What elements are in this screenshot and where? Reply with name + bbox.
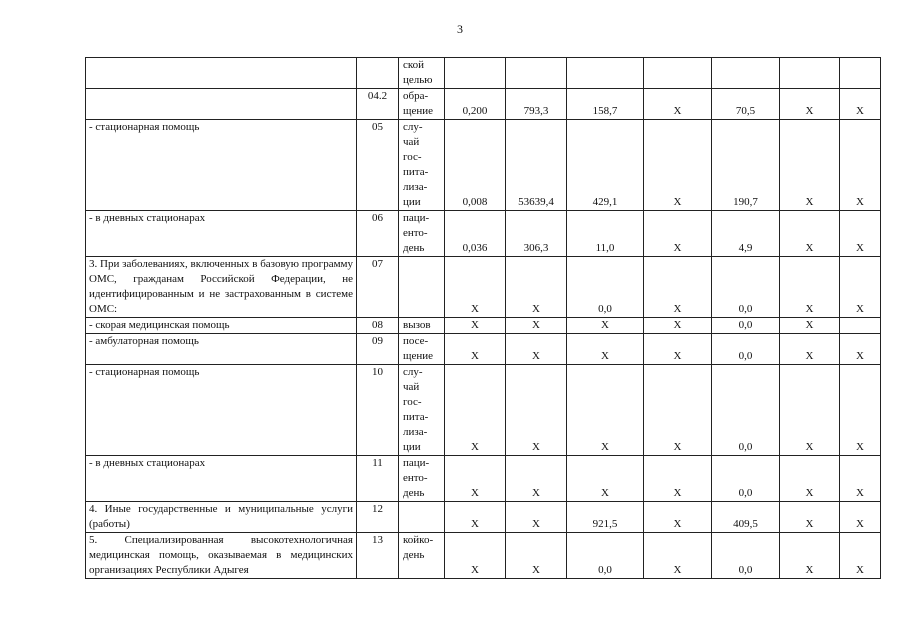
- row-unit: [399, 533, 445, 579]
- row-unit: [399, 334, 445, 365]
- value-cell: 0,200: [445, 89, 506, 120]
- unit-line: день: [403, 487, 425, 499]
- unit-line: енто-: [403, 472, 428, 484]
- unit-line: пита-: [403, 411, 429, 423]
- value-cell: Х: [840, 334, 881, 365]
- row-name-text: - стационарная помощь: [89, 121, 200, 133]
- value-cell: Х: [780, 120, 840, 211]
- value-cell: Х: [644, 318, 712, 334]
- value-cell: Х: [445, 502, 506, 533]
- value-cell: Х: [644, 257, 712, 318]
- value-cell: Х: [644, 365, 712, 456]
- unit-line: посе-: [403, 335, 429, 347]
- row-name-text: - стационарная помощь: [89, 366, 200, 378]
- value-cell: Х: [644, 502, 712, 533]
- row-code: 06: [357, 211, 399, 257]
- value-cell: Х: [840, 89, 881, 120]
- value-cell: 190,7: [712, 120, 780, 211]
- unit-line: ции: [403, 441, 421, 453]
- row-unit: [399, 365, 445, 456]
- row-name: [86, 89, 357, 120]
- unit-line: чай: [403, 136, 420, 148]
- value-cell: Х: [506, 456, 567, 502]
- value-cell: Х: [445, 533, 506, 579]
- unit-line: ции: [403, 196, 421, 208]
- value-cell: 0,0: [712, 533, 780, 579]
- value-cell: Х: [840, 257, 881, 318]
- value-cell: Х: [506, 318, 567, 334]
- table-row: [86, 456, 881, 502]
- table-row: [86, 120, 881, 211]
- value-cell: 0,036: [445, 211, 506, 257]
- value-cell: 4,9: [712, 211, 780, 257]
- table-row: [86, 365, 881, 456]
- row-code: [357, 58, 399, 89]
- unit-line: день: [403, 242, 425, 254]
- row-name: [86, 365, 357, 456]
- unit-line: щение: [403, 105, 434, 117]
- unit-line: целью: [403, 74, 433, 86]
- row-unit: [399, 502, 445, 533]
- value-cell: Х: [445, 456, 506, 502]
- value-cell: Х: [780, 334, 840, 365]
- row-name: [86, 334, 357, 365]
- value-cell: Х: [644, 211, 712, 257]
- table-row: [86, 89, 881, 120]
- unit-line: паци-: [403, 457, 430, 469]
- value-cell: Х: [644, 120, 712, 211]
- value-cell: Х: [506, 257, 567, 318]
- value-cell: 53639,4: [506, 120, 567, 211]
- row-name: [86, 533, 357, 579]
- value-cell: Х: [567, 334, 644, 365]
- row-name: [86, 211, 357, 257]
- unit-line: слу-: [403, 121, 423, 133]
- value-cell: Х: [506, 334, 567, 365]
- value-cell: Х: [445, 318, 506, 334]
- value-cell: [644, 58, 712, 89]
- value-cell: [567, 58, 644, 89]
- value-cell: Х: [445, 334, 506, 365]
- value-cell: 409,5: [712, 502, 780, 533]
- unit-line: слу-: [403, 366, 423, 378]
- value-cell: 11,0: [567, 211, 644, 257]
- value-cell: [506, 58, 567, 89]
- unit-line: гос-: [403, 151, 422, 163]
- value-cell: 0,0: [712, 365, 780, 456]
- value-cell: 793,3: [506, 89, 567, 120]
- value-cell: 306,3: [506, 211, 567, 257]
- value-cell: Х: [644, 89, 712, 120]
- value-cell: Х: [445, 365, 506, 456]
- value-cell: 0,0: [567, 533, 644, 579]
- row-name-text: - амбулаторная помощь: [89, 335, 199, 347]
- unit-line: день: [403, 549, 425, 561]
- value-cell: Х: [780, 365, 840, 456]
- unit-line: чай: [403, 381, 420, 393]
- value-cell: [445, 58, 506, 89]
- unit-line: гос-: [403, 396, 422, 408]
- value-cell: Х: [644, 456, 712, 502]
- row-code: 12: [357, 502, 399, 533]
- row-unit: [399, 211, 445, 257]
- unit-line: вызов: [403, 319, 431, 331]
- unit-line: койко-: [403, 534, 434, 546]
- row-code: 04.2: [357, 89, 399, 120]
- services-table: [85, 57, 881, 579]
- value-cell: [840, 58, 881, 89]
- table-row: [86, 257, 881, 318]
- value-cell: Х: [780, 502, 840, 533]
- row-unit: [399, 456, 445, 502]
- value-cell: Х: [506, 502, 567, 533]
- page-number: 3: [457, 22, 463, 36]
- row-name: [86, 58, 357, 89]
- unit-line: щение: [403, 350, 434, 362]
- row-name-text: 3. При заболеваниях, включенных в базовую программу ОМС, гражданам Российской Федерации, не идентифицированным и не застрахованным в системе ОМС:: [89, 258, 353, 315]
- value-cell: Х: [506, 365, 567, 456]
- value-cell: 921,5: [567, 502, 644, 533]
- row-name: [86, 502, 357, 533]
- value-cell: [780, 58, 840, 89]
- unit-line: пита-: [403, 166, 429, 178]
- value-cell: 429,1: [567, 120, 644, 211]
- table-row: [86, 58, 881, 89]
- value-cell: Х: [840, 211, 881, 257]
- value-cell: Х: [780, 211, 840, 257]
- value-cell: Х: [567, 318, 644, 334]
- table-body: [86, 58, 881, 579]
- value-cell: Х: [840, 365, 881, 456]
- row-name-text: 4. Иные государственные и муниципальные услуги (работы): [89, 503, 353, 530]
- row-unit: [399, 257, 445, 318]
- value-cell: Х: [780, 533, 840, 579]
- value-cell: Х: [780, 318, 840, 334]
- value-cell: Х: [840, 456, 881, 502]
- value-cell: 0,0: [712, 257, 780, 318]
- value-cell: Х: [840, 533, 881, 579]
- table-row: [86, 318, 881, 334]
- row-name: [86, 120, 357, 211]
- unit-line: енто-: [403, 227, 428, 239]
- unit-line: ской: [403, 59, 425, 71]
- value-cell: Х: [445, 257, 506, 318]
- value-cell: Х: [780, 257, 840, 318]
- unit-line: лиза-: [403, 426, 428, 438]
- table-row: [86, 502, 881, 533]
- value-cell: 0,0: [712, 334, 780, 365]
- row-name-text: - в дневных стационарах: [89, 212, 206, 224]
- value-cell: 0,0: [712, 456, 780, 502]
- row-name: [86, 257, 357, 318]
- value-cell: Х: [567, 456, 644, 502]
- value-cell: Х: [840, 502, 881, 533]
- row-name-text: 5. Специализированная высокотехнологичная медицинская помощь, оказываемая в медицинских организациях Республики Адыгея: [89, 534, 353, 576]
- value-cell: 0,0: [712, 318, 780, 334]
- value-cell: [840, 318, 881, 334]
- value-cell: [712, 58, 780, 89]
- row-code: 08: [357, 318, 399, 334]
- table-row: [86, 334, 881, 365]
- value-cell: 0,0: [567, 257, 644, 318]
- value-cell: Х: [780, 456, 840, 502]
- row-code: 10: [357, 365, 399, 456]
- row-code: 09: [357, 334, 399, 365]
- value-cell: Х: [644, 533, 712, 579]
- row-unit: [399, 89, 445, 120]
- unit-line: обра-: [403, 90, 429, 102]
- row-name: [86, 318, 357, 334]
- value-cell: Х: [644, 334, 712, 365]
- value-cell: 70,5: [712, 89, 780, 120]
- value-cell: Х: [780, 89, 840, 120]
- table-row: [86, 211, 881, 257]
- row-name-text: - в дневных стационарах: [89, 457, 206, 469]
- value-cell: 0,008: [445, 120, 506, 211]
- row-name-text: - скорая медицинская помощь: [89, 319, 230, 331]
- value-cell: Х: [840, 120, 881, 211]
- row-unit: [399, 120, 445, 211]
- unit-line: паци-: [403, 212, 430, 224]
- row-code: 13: [357, 533, 399, 579]
- value-cell: Х: [567, 365, 644, 456]
- value-cell: 158,7: [567, 89, 644, 120]
- unit-line: лиза-: [403, 181, 428, 193]
- row-name: [86, 456, 357, 502]
- row-code: 11: [357, 456, 399, 502]
- table-row: [86, 533, 881, 579]
- row-unit: [399, 318, 445, 334]
- row-code: 07: [357, 257, 399, 318]
- row-unit: [399, 58, 445, 89]
- value-cell: Х: [506, 533, 567, 579]
- row-code: 05: [357, 120, 399, 211]
